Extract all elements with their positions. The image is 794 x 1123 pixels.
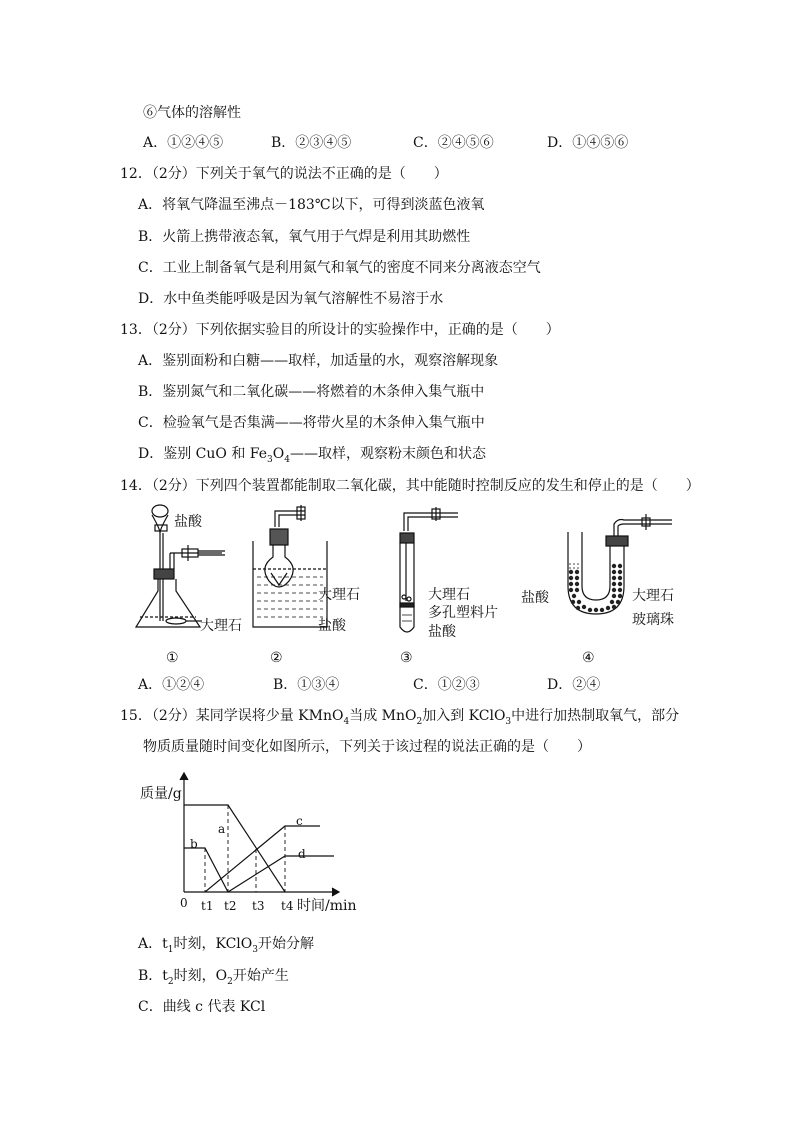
q13-option-c[interactable]: C．检验氧气是否集满——将带火星的木条伸入集气瓶中	[138, 415, 485, 431]
tick-t4: t4	[281, 899, 294, 913]
q12-option-d[interactable]: D．水中鱼类能呼吸是因为氧气溶解性不易溶于水	[138, 291, 444, 307]
tick-t3: t3	[252, 899, 265, 913]
apparatus-4-number: ④	[582, 650, 595, 666]
q13-option-a[interactable]: A．鉴别面粉和白糖——取样，加适量的水，观察溶解现象	[138, 353, 499, 369]
apparatus-2-diagram	[245, 505, 335, 635]
q12-stem: 12．（2分）下列关于氧气的说法不正确的是（ ）	[120, 166, 448, 182]
curve-c-label: c	[296, 814, 303, 828]
q14-option-d[interactable]: D．②④	[547, 677, 601, 693]
q14-stem: 14．（2分）下列四个装置都能制取二氧化碳，其中能随时控制反应的发生和停止的是（ ）	[120, 478, 700, 494]
curve-b	[184, 848, 228, 892]
curve-a-label: a	[218, 822, 226, 836]
apparatus-4-label-hcl: 盐酸	[521, 590, 549, 606]
q14-option-b[interactable]: B．①③④	[273, 677, 340, 693]
graph-y-label: 质量/g	[140, 786, 182, 802]
x-axis-arrow	[332, 888, 339, 896]
apparatus-1-label-marble: 大理石	[200, 618, 242, 634]
q15-stem-line1: 15．（2分）某同学误将少量 KMnO$_4$当成 MnO$_2$加入到 KClO$_3$中进行加热制取氧气，部分	[120, 708, 680, 727]
q11-option-a[interactable]: A．①②④⑤	[143, 135, 224, 151]
apparatus-1-number: ①	[166, 650, 179, 666]
tick-t1: t1	[201, 899, 214, 913]
curve-d-label: d	[298, 847, 306, 861]
q15-option-a[interactable]: A．$t_1$时刻，KClO$_3$开始分解	[138, 936, 314, 955]
q14-option-c[interactable]: C．①②③	[413, 677, 480, 693]
q11-option-c[interactable]: C．②④⑤⑥	[413, 135, 494, 151]
apparatus-3-label-marble: 大理石	[428, 587, 470, 603]
q15-option-c[interactable]: C．曲线 c 代表 KCl	[138, 999, 266, 1015]
q13-option-b[interactable]: B．鉴别氮气和二氧化碳——将燃着的木条伸入集气瓶中	[138, 384, 485, 400]
q13-stem: 13．（2分）下列依据实验目的所设计的实验操作中，正确的是（ ）	[120, 322, 560, 338]
q11-item6: ⑥气体的溶解性	[143, 105, 241, 121]
apparatus-3-label-plate: 多孔塑料片	[428, 605, 498, 621]
graph-origin: 0	[180, 896, 188, 910]
q14-option-a[interactable]: A．①②④	[138, 677, 205, 693]
curve-b-label: b	[190, 837, 198, 851]
q11-option-b[interactable]: B．②③④⑤	[271, 135, 352, 151]
q13-option-d[interactable]: D．鉴别 CuO 和 $Fe_3O_4——$取样，观察粉末颜色和状态	[138, 446, 486, 465]
apparatus-4-label-marble: 大理石	[632, 588, 674, 604]
q15-stem-line2: 物质质量随时间变化如图所示，下列关于该过程的说法正确的是（ ）	[143, 739, 591, 755]
q12-option-a[interactable]: A．将氧气降温至沸点－183℃以下，可得到淡蓝色液氧	[138, 197, 485, 213]
q12-option-c[interactable]: C．工业上制备氧气是利用氮气和氧气的密度不同来分离液态空气	[138, 260, 541, 276]
q11-option-d[interactable]: D．①④⑤⑥	[547, 135, 629, 151]
apparatus-1-label-hcl: 盐酸	[174, 514, 202, 530]
apparatus-4-label-beads: 玻璃珠	[632, 612, 674, 628]
apparatus-3-label-hcl: 盐酸	[428, 624, 456, 640]
apparatus-2-number: ②	[270, 650, 283, 666]
graph-x-label: 时间/min	[297, 898, 357, 914]
apparatus-2-label-marble: 大理石	[318, 587, 360, 603]
tick-t2: t2	[224, 899, 237, 913]
apparatus-3-number: ③	[400, 650, 413, 666]
q15-option-b[interactable]: B．$t_2$时刻，$O_2$开始产生	[138, 968, 289, 987]
apparatus-4-diagram	[560, 522, 675, 622]
q12-option-b[interactable]: B．火箭上携带液态氧，氧气用于气焊是利用其助燃性	[138, 229, 471, 245]
apparatus-2-label-hcl: 盐酸	[318, 618, 346, 634]
y-axis-arrow	[180, 773, 188, 780]
